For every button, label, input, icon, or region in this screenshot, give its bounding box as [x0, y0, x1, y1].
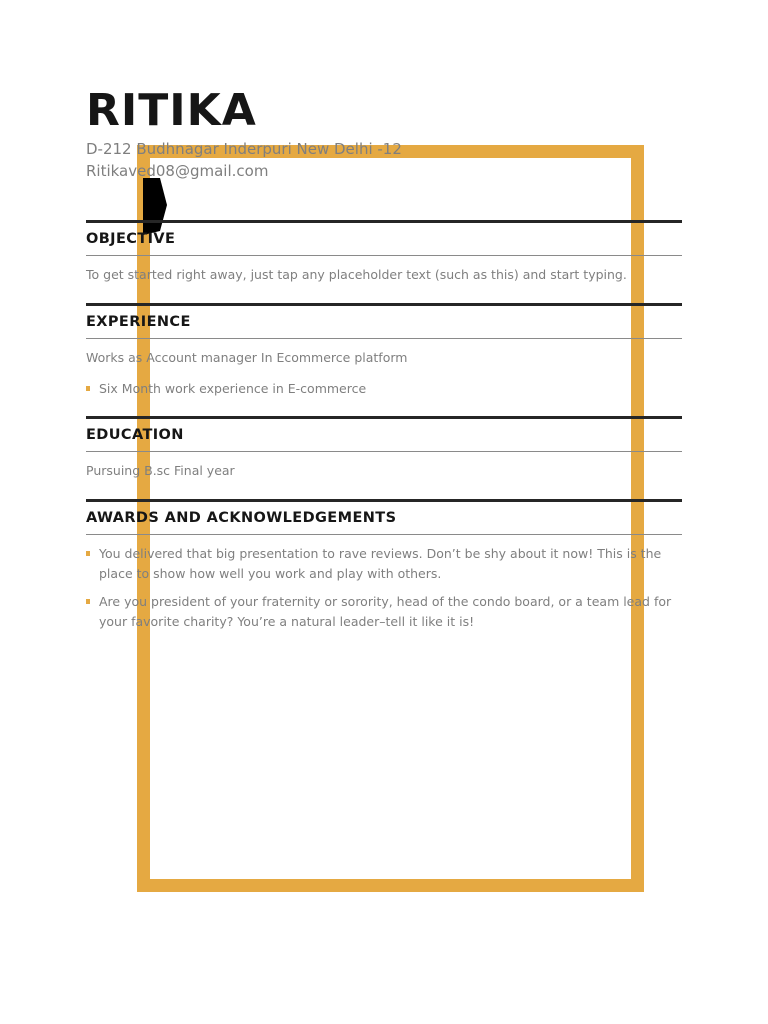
email-line: Ritikaved08@gmail.com: [86, 162, 269, 180]
section-experience: [86, 303, 682, 399]
list-item: [86, 379, 682, 399]
resume-content: [86, 86, 682, 632]
section-awards: [86, 499, 682, 632]
section-objective: [86, 220, 682, 285]
bullet-square-icon: [86, 599, 90, 604]
resume-name: RITIKA: [86, 85, 257, 136]
section-title-education: EDUCATION: [86, 419, 682, 452]
section-title-experience: EXPERIENCE: [86, 306, 682, 339]
bullet-square-icon: [86, 551, 90, 556]
section-title-awards: AWARDS AND ACKNOWLEDGEMENTS: [86, 502, 682, 535]
list-item: [86, 592, 682, 632]
experience-bullets: [86, 379, 682, 399]
awards-bullets: [86, 544, 682, 632]
bullet-square-icon: [86, 386, 90, 391]
education-text: Pursuing B.sc Final year: [86, 463, 235, 478]
section-education: [86, 416, 682, 481]
experience-text: Works as Account manager In Ecommerce platform: [86, 350, 408, 365]
bullet-text: You delivered that big presentation to rave reviews. Don’t be shy about it now! This is the place to show how well you work and play with others.: [99, 546, 662, 581]
list-item: [86, 544, 682, 584]
address-line: D-212 Budhnagar Inderpuri New Delhi -12: [86, 140, 402, 158]
bullet-text: Are you president of your fraternity or sorority, head of the condo board, or a team lead for your favorite charity? You’re a natural leader–tell it like it is!: [99, 594, 672, 629]
objective-text: To get started right away, just tap any placeholder text (such as this) and start typing.: [86, 267, 627, 282]
section-title-objective: OBJECTIVE: [86, 223, 682, 256]
bullet-text: Six Month work experience in E-commerce: [99, 381, 367, 396]
